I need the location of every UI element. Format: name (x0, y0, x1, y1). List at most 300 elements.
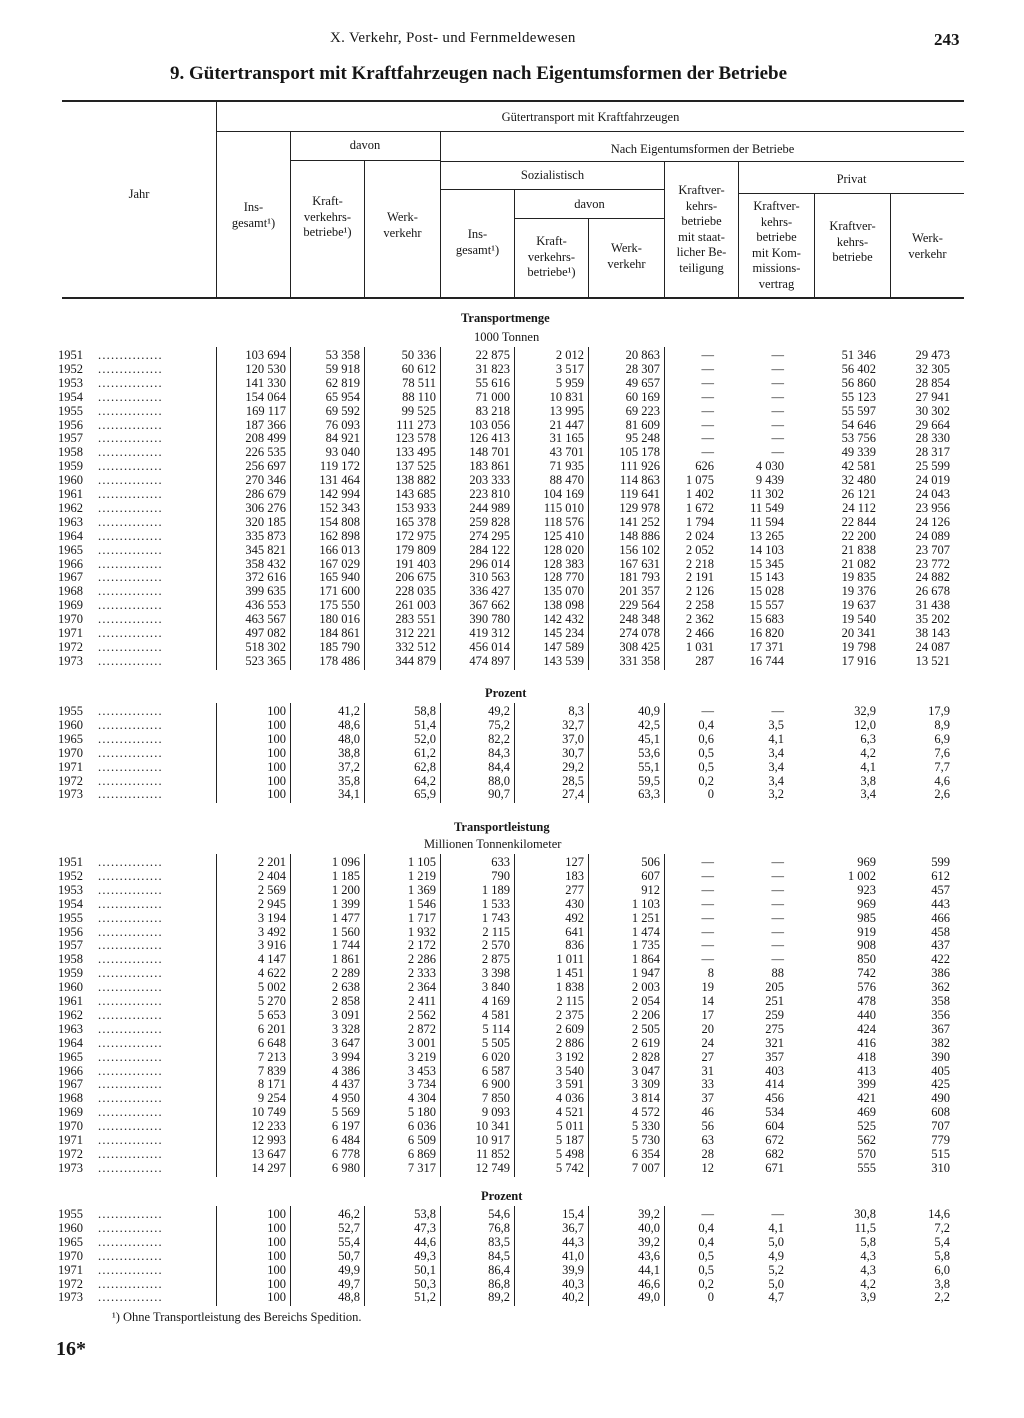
table-cell: 19 376 (841, 584, 876, 599)
row-year: 1963 (58, 1021, 83, 1036)
table-cell: 1 672 (685, 500, 714, 515)
table-cell: — (701, 445, 714, 460)
table-cell: 3 192 (555, 1049, 584, 1064)
header-privat: Privat (836, 172, 867, 186)
row-year: 1966 (58, 556, 83, 571)
table-cell: 0,4 (698, 1234, 714, 1249)
table-cell: 1 002 (847, 868, 876, 883)
table-cell: 336 427 (469, 584, 510, 599)
table-cell: 185 790 (319, 639, 360, 654)
table-cell: 1 399 (331, 896, 360, 911)
leader-dots: ............... (98, 1133, 163, 1147)
table-cell: 248 348 (619, 612, 660, 627)
table-row (0, 1208, 1024, 1222)
table-cell: 40,0 (638, 1220, 660, 1235)
leader-dots: ............... (98, 417, 163, 432)
table-cell: 1 189 (481, 882, 510, 897)
table-cell: 10 749 (251, 1105, 286, 1120)
table-cell: 142 432 (543, 612, 584, 627)
table-cell: 100 (267, 787, 286, 802)
table-cell: 84,4 (488, 759, 510, 774)
table-cell: — (701, 403, 714, 418)
table-cell: 4 304 (407, 1091, 436, 1106)
table-cell: — (771, 1207, 784, 1221)
table-cell: 16 820 (749, 626, 784, 640)
table-cell: 143 685 (395, 487, 436, 501)
table-cell: 3,9 (860, 1290, 876, 1305)
leader-dots: ............... (98, 745, 163, 760)
table-row (0, 349, 1024, 363)
table-cell: — (771, 704, 784, 718)
table-cell: 599 (931, 855, 950, 869)
leader-dots: ............... (98, 1276, 163, 1291)
header-sozialistisch: Sozialistisch (520, 168, 585, 182)
table-cell: 15 557 (749, 598, 784, 613)
table-cell: — (771, 910, 784, 925)
table-cell: 3 194 (257, 910, 286, 925)
table-cell: 413 (857, 1063, 876, 1078)
table-row (0, 1092, 1024, 1106)
table-cell: 148 886 (619, 528, 660, 543)
table-cell: 6,9 (934, 731, 950, 746)
table-row (0, 856, 1024, 870)
table-cell: 208 499 (245, 431, 286, 446)
table-cell: 2,6 (934, 787, 950, 802)
table-cell: 10 917 (475, 1133, 510, 1147)
table-cell: 119 641 (619, 487, 660, 501)
table-cell: — (771, 375, 784, 390)
table-cell: 37 (701, 1091, 714, 1106)
table-cell: 2 286 (407, 952, 436, 967)
leader-dots: ............... (98, 855, 163, 869)
leader-dots: ............... (98, 1234, 163, 1249)
table-cell: 608 (931, 1105, 950, 1120)
table-cell: 478 (857, 994, 876, 1008)
leader-dots: ............... (98, 717, 163, 732)
table-cell: 11 549 (750, 500, 784, 515)
table-cell: 154 064 (245, 389, 286, 404)
row-year: 1960 (58, 1220, 83, 1235)
table-cell: 32 305 (915, 361, 950, 376)
table-cell: 4 169 (481, 994, 510, 1008)
table-cell: 919 (857, 924, 876, 939)
table-cell: 24 087 (915, 639, 950, 654)
table-cell: 4,9 (768, 1248, 784, 1263)
table-cell: 259 (765, 1007, 784, 1022)
table-cell: 32,7 (562, 717, 584, 732)
table-cell: 53 358 (325, 348, 360, 362)
table-cell: 100 (267, 1234, 286, 1249)
table-cell: 456 014 (469, 639, 510, 654)
table-row (0, 788, 1024, 802)
section-heading: Transportmenge (461, 311, 550, 325)
table-cell: 403 (765, 1063, 784, 1078)
table-cell: 2 218 (685, 556, 714, 571)
table-cell: — (701, 938, 714, 953)
table-cell: — (771, 417, 784, 432)
table-row (0, 363, 1024, 377)
table-cell: 30 302 (915, 403, 950, 418)
table-cell: 3,4 (860, 787, 876, 802)
table-cell: 36,7 (562, 1220, 584, 1235)
table-cell: 9 254 (257, 1091, 286, 1106)
table-cell: 47,3 (414, 1220, 436, 1235)
table-cell: 321 (765, 1035, 784, 1050)
row-year: 1972 (58, 639, 83, 654)
table-cell: 76 093 (325, 417, 360, 432)
table-cell: 5 114 (482, 1021, 510, 1036)
table-cell: 48,8 (338, 1290, 360, 1305)
table-cell: 3 001 (407, 1035, 436, 1050)
row-year: 1960 (58, 980, 83, 995)
leader-dots: ............... (98, 1105, 163, 1120)
table-cell: 15 345 (749, 556, 784, 571)
header-jahr: Jahr (128, 187, 150, 201)
table-cell: 0,5 (698, 759, 714, 774)
table-cell: 179 809 (395, 542, 436, 557)
table-cell: 15,4 (562, 1207, 584, 1221)
table-cell: 0,5 (698, 1262, 714, 1277)
table-cell: 154 808 (319, 514, 360, 529)
table-cell: 0,4 (698, 717, 714, 732)
table-cell: 11,5 (854, 1220, 876, 1235)
table-cell: 32,9 (854, 704, 876, 718)
table-cell: 362 (931, 980, 950, 995)
table-cell: 2 024 (685, 528, 714, 543)
table-cell: 1 533 (481, 896, 510, 911)
table-cell: 320 185 (245, 514, 286, 529)
table-cell: 125 410 (543, 528, 584, 543)
table-row (0, 1222, 1024, 1236)
table-cell: 191 403 (395, 556, 436, 571)
table-cell: 0,6 (698, 731, 714, 746)
header-rule-top (216, 131, 964, 132)
table-cell: 850 (857, 952, 876, 967)
table-cell: 1 546 (407, 896, 436, 911)
table-cell: 562 (857, 1133, 876, 1147)
table-cell: 6 509 (407, 1133, 436, 1147)
table-cell: 534 (765, 1105, 784, 1120)
leader-dots: ............... (98, 759, 163, 774)
row-year: 1954 (58, 896, 83, 911)
row-year: 1956 (58, 924, 83, 939)
table-cell: 331 358 (619, 653, 660, 668)
table-cell: 165 378 (395, 514, 436, 529)
table-cell: — (701, 704, 714, 718)
row-year: 1971 (58, 1262, 83, 1277)
table-cell: 138 098 (543, 598, 584, 613)
header-col-soz-werkverkehr: Werk- verkehr (607, 241, 646, 271)
table-cell: 612 (931, 868, 950, 883)
table-cell: 425 (931, 1077, 950, 1092)
header-bottom-rule (62, 297, 964, 299)
signature-mark: 16* (56, 1338, 86, 1360)
table-cell: 490 (931, 1091, 950, 1106)
table-cell: 604 (765, 1119, 784, 1134)
table-cell: 39,2 (638, 1234, 660, 1249)
table-cell: 0 (707, 787, 714, 802)
row-year: 1969 (58, 598, 83, 613)
table-cell: 15 143 (749, 570, 784, 585)
table-cell: 39,9 (562, 1262, 584, 1277)
table-cell: 633 (491, 855, 510, 869)
table-cell: 28 307 (625, 361, 660, 376)
table-cell: 46,2 (338, 1207, 360, 1221)
table-cell: 49 657 (625, 375, 660, 390)
table-row (0, 1023, 1024, 1037)
table-row (0, 1278, 1024, 1292)
table-cell: 506 (641, 855, 660, 869)
table-cell: — (771, 361, 784, 376)
table-cell: 135 070 (543, 584, 584, 599)
header-davon: davon (349, 138, 381, 152)
leader-dots: ............... (98, 731, 163, 746)
table-row (0, 967, 1024, 981)
leader-dots: ............... (98, 1021, 163, 1036)
table-cell: 178 486 (319, 653, 360, 668)
table-cell: 35,8 (338, 773, 360, 788)
leader-dots: ............... (98, 773, 163, 788)
leader-dots: ............... (98, 528, 163, 543)
row-year: 1952 (58, 868, 83, 883)
table-cell: 969 (857, 855, 876, 869)
row-year: 1955 (58, 403, 83, 418)
table-cell: 2 003 (631, 980, 660, 995)
table-cell: 54 646 (841, 417, 876, 432)
header-nach-eigentumsformen: Nach Eigentumsformen der Betriebe (610, 142, 795, 156)
table-cell: — (701, 375, 714, 390)
table-cell: 0,2 (698, 773, 714, 788)
table-cell: 49,2 (488, 704, 510, 718)
table-cell: — (701, 855, 714, 869)
section-transportleistung (0, 820, 1024, 1190)
header-rule-privat (738, 193, 964, 194)
table-cell: 180 016 (319, 612, 360, 627)
table-cell: 35 202 (915, 612, 950, 627)
table-cell: — (701, 431, 714, 446)
row-year: 1958 (58, 952, 83, 967)
row-year: 1968 (58, 1091, 83, 1106)
table-cell: 54,6 (488, 1207, 510, 1221)
table-cell: 2,2 (934, 1290, 950, 1305)
table-cell: 15 683 (749, 612, 784, 627)
table-cell: 119 172 (319, 459, 360, 474)
section-unit: 1000 Tonnen (474, 330, 540, 344)
table-cell: 187 366 (245, 417, 286, 432)
row-year: 1957 (58, 938, 83, 953)
table-cell: 31 438 (915, 598, 950, 613)
leader-dots: ............... (98, 389, 163, 404)
table-cell: 62,8 (414, 759, 436, 774)
table-cell: 332 512 (395, 639, 436, 654)
table-cell: 2 201 (257, 855, 286, 869)
section-prozent-leistung (0, 1189, 1024, 1309)
leader-dots: ............... (98, 868, 163, 883)
table-cell: 78 511 (402, 375, 436, 390)
table-cell: 59,5 (638, 773, 660, 788)
table-cell: 56 (701, 1119, 714, 1134)
table-row (0, 432, 1024, 446)
table-cell: 143 539 (543, 653, 584, 668)
table-row (0, 1291, 1024, 1305)
leader-dots: ............... (98, 1262, 163, 1277)
table-cell: 1 075 (685, 473, 714, 488)
table-cell: 13 265 (749, 528, 784, 543)
table-cell: 418 (857, 1049, 876, 1064)
table-cell: 2 362 (685, 612, 714, 627)
row-year: 1954 (58, 389, 83, 404)
table-cell: 23 772 (915, 556, 950, 571)
table-cell: 81 609 (625, 417, 660, 432)
table-cell: 37,2 (338, 759, 360, 774)
table-cell: 15 028 (749, 584, 784, 599)
table-cell: 103 694 (245, 348, 286, 362)
table-cell: 29,2 (562, 759, 584, 774)
leader-dots: ............... (98, 403, 163, 418)
table-cell: 3 916 (257, 938, 286, 953)
table-row (0, 516, 1024, 530)
table-cell: 55,1 (638, 759, 660, 774)
table-cell: 13 995 (549, 403, 584, 418)
table-cell: 357 (765, 1049, 784, 1064)
table-cell: 100 (267, 1220, 286, 1235)
row-year: 1972 (58, 1146, 83, 1161)
row-year: 1963 (58, 514, 83, 529)
table-cell: 6 201 (257, 1021, 286, 1036)
table-row (0, 474, 1024, 488)
table-cell: 51,4 (414, 717, 436, 732)
table-cell: 1 031 (685, 639, 714, 654)
table-cell: 24 (701, 1035, 714, 1050)
table-cell: 21 447 (549, 417, 584, 432)
table-cell: 261 003 (395, 598, 436, 613)
table-cell: 100 (267, 1248, 286, 1263)
row-year: 1953 (58, 375, 83, 390)
table-cell: 162 898 (319, 528, 360, 543)
table-cell: 55 597 (841, 403, 876, 418)
leader-dots: ............... (98, 1160, 163, 1175)
table-cell: 1 200 (331, 882, 360, 897)
leader-dots: ............... (98, 584, 163, 599)
table-cell: 2 886 (555, 1035, 584, 1050)
table-cell: 3 734 (407, 1077, 436, 1092)
table-cell: 100 (267, 773, 286, 788)
leader-dots: ............... (98, 514, 163, 529)
table-cell: 50,3 (414, 1276, 436, 1291)
table-cell: 30,8 (854, 1207, 876, 1221)
table-cell: 7 839 (257, 1063, 286, 1078)
table-cell: 742 (857, 966, 876, 981)
table-cell: 141 330 (245, 375, 286, 390)
table-cell: 3 219 (407, 1049, 436, 1064)
table-row (0, 1264, 1024, 1278)
table-cell: 284 122 (469, 542, 510, 557)
header-col-kommissionsvertrag: Kraftver- kehrs- betriebe mit Kom- missions- vertrag (752, 199, 801, 291)
table-cell: 56 402 (841, 361, 876, 376)
table-cell: 65 954 (325, 389, 360, 404)
header-col-werkverkehr: Werk- verkehr (383, 210, 422, 240)
table-row (0, 502, 1024, 516)
row-year: 1960 (58, 473, 83, 488)
table-cell: 50,7 (338, 1248, 360, 1263)
table-cell: 17,9 (928, 704, 950, 718)
table-cell: 53,6 (638, 745, 660, 760)
leader-dots: ............... (98, 431, 163, 446)
leader-dots: ............... (98, 1063, 163, 1078)
leader-dots: ............... (98, 639, 163, 654)
table-cell: 2 126 (685, 584, 714, 599)
table-cell: 3 309 (631, 1077, 660, 1092)
table-cell: 707 (931, 1119, 950, 1134)
table-cell: 128 383 (543, 556, 584, 571)
table-cell: 4 030 (755, 459, 784, 474)
table-cell: — (701, 417, 714, 432)
table-cell: — (701, 882, 714, 897)
table-cell: 3,4 (768, 773, 784, 788)
table-cell: 60 612 (401, 361, 436, 376)
table-cell: 1 717 (407, 910, 436, 925)
table-cell: 4,7 (768, 1290, 784, 1305)
table-cell: 181 793 (619, 570, 660, 585)
row-year: 1971 (58, 626, 83, 640)
table-cell: 100 (267, 1290, 286, 1305)
table-cell: 2 858 (331, 994, 360, 1008)
row-year: 1956 (58, 417, 83, 432)
table-cell: 28 317 (915, 445, 950, 460)
table-cell: 49,9 (338, 1262, 360, 1277)
table-cell: 5,8 (934, 1248, 950, 1263)
table-cell: 63,3 (638, 787, 660, 802)
table-cell: 44,1 (638, 1262, 660, 1277)
table-cell: 3 398 (481, 966, 510, 981)
table-cell: 469 (857, 1105, 876, 1120)
row-year: 1953 (58, 882, 83, 897)
table-cell: 2 872 (407, 1021, 436, 1036)
table-cell: 3 840 (481, 980, 510, 995)
table-cell: 5,2 (768, 1262, 784, 1277)
table-cell: 6,3 (860, 731, 876, 746)
running-head: X. Verkehr, Post- und Fernmeldewesen (330, 30, 576, 46)
table-cell: 24 089 (915, 528, 950, 543)
table-cell: 105 178 (619, 445, 660, 460)
table-cell: 4 147 (257, 952, 286, 967)
table-cell: 12 (701, 1160, 714, 1175)
table-cell: 497 082 (245, 626, 286, 640)
row-year: 1955 (58, 910, 83, 925)
table-cell: 183 (565, 868, 584, 883)
table-cell: 5 187 (555, 1133, 584, 1147)
table-cell: 226 535 (245, 445, 286, 460)
leader-dots: ............... (98, 487, 163, 501)
table-cell: 138 882 (395, 473, 436, 488)
table-cell: 2 828 (631, 1049, 660, 1064)
table-cell: 5 653 (257, 1007, 286, 1022)
table-row (0, 1250, 1024, 1264)
table-cell: 10 341 (475, 1119, 510, 1134)
table-cell: 24 019 (915, 473, 950, 488)
table-cell: 4 572 (631, 1105, 660, 1120)
table-cell: 24 882 (915, 570, 950, 585)
row-year: 1971 (58, 1133, 83, 1147)
table-cell: 7,6 (934, 745, 950, 760)
table-cell: 1 011 (556, 952, 584, 967)
table-cell: 4,2 (860, 1276, 876, 1291)
table-cell: 4 036 (555, 1091, 584, 1106)
table-cell: 6 980 (331, 1160, 360, 1175)
table-cell: 2 562 (407, 1007, 436, 1022)
table-cell: 88,0 (488, 773, 510, 788)
table-cell: 137 525 (395, 459, 436, 474)
